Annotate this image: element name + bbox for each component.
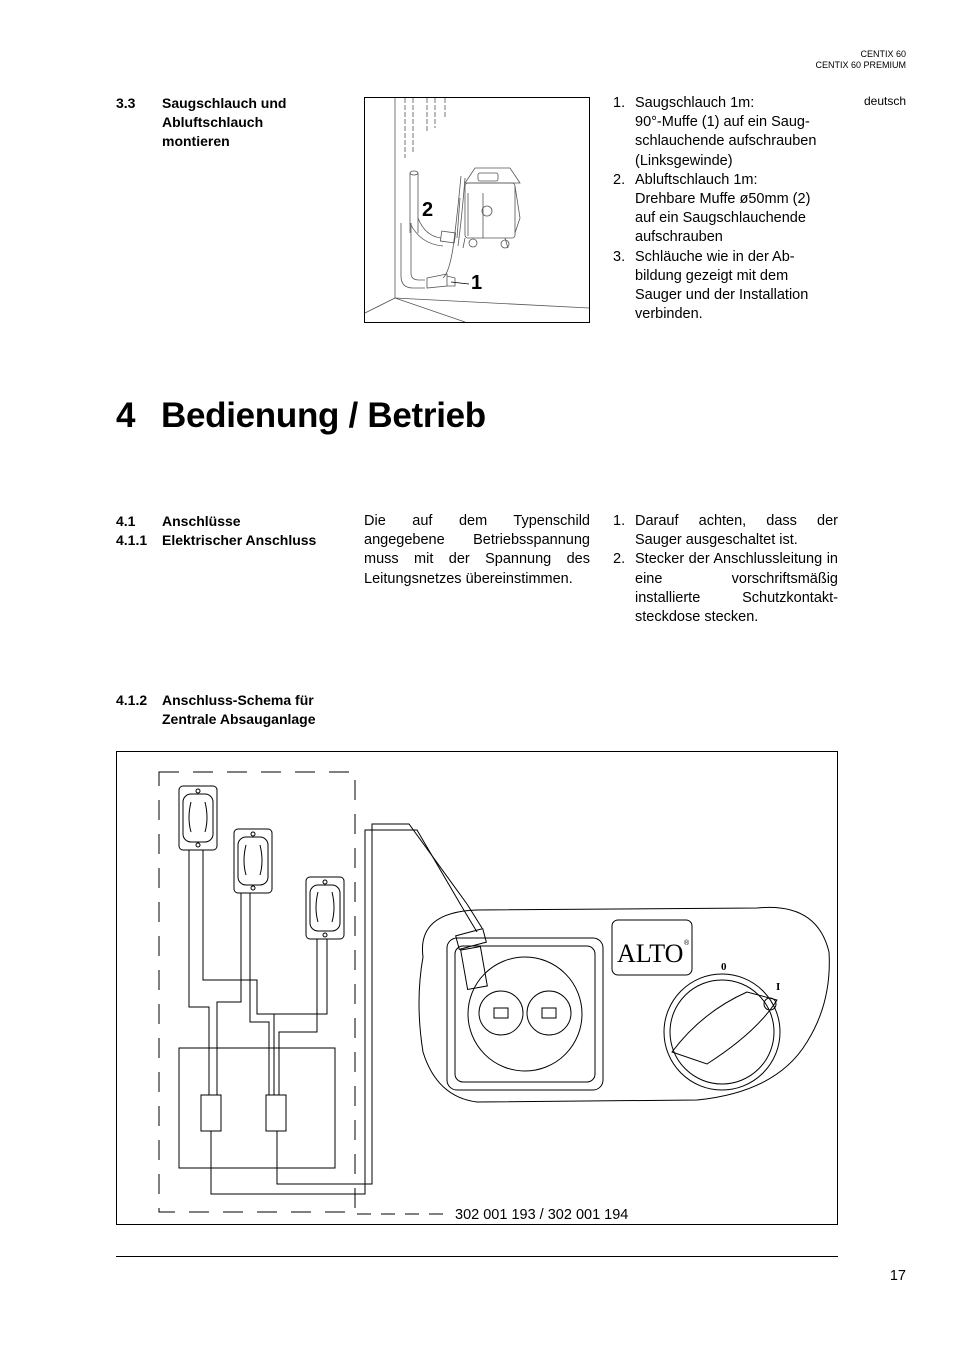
step-number: 3. — [613, 248, 626, 265]
list-item — [613, 171, 843, 248]
step-line: auf ein Saugschlauchende — [635, 210, 806, 227]
section-3-3-steps — [613, 94, 843, 324]
step-line: verbinden. — [635, 306, 703, 323]
wiring-schematic — [117, 752, 837, 1224]
section-4-1-2-title — [162, 691, 316, 729]
section-4-1-description: Die auf dem Typenschild angegebene Betriebsspannung muss mit der Spannung des Leitungsnetzes übereinstimmen. — [364, 513, 590, 587]
section-4-1-1-number: 4.1.1 — [116, 532, 148, 548]
footer-rule — [116, 1256, 838, 1257]
step-text: Stecker der Anschlussleitung in eine vorschriftsmäßig installierte Schutzkontakt-steckdose stecken. — [635, 551, 838, 626]
wall-socket-2 — [234, 829, 272, 893]
hose-installation-figure — [364, 97, 590, 323]
section-3-3-title-line: Saugschlauch und — [162, 95, 287, 111]
section-4-1-number: 4.1 — [116, 513, 136, 529]
list-item — [613, 94, 843, 171]
section-3-3-number: 3.3 — [116, 95, 136, 111]
model-line-2: CENTIX 60 PREMIUM — [815, 60, 906, 70]
section-4-1-2-title-line: Zentrale Absauganlage — [162, 711, 316, 727]
section-3-3-title-line: Abluftschlauch — [162, 114, 264, 130]
switch-on-label: I — [776, 981, 781, 993]
step-line: Abluftschlauch 1m: — [635, 171, 758, 188]
wall-socket-1 — [179, 786, 217, 850]
figure-label-1: 1 — [471, 272, 483, 294]
step-line: 90°-Muffe (1) auf ein Saug- — [635, 114, 810, 131]
registered-mark: ® — [684, 940, 690, 947]
list-item — [613, 248, 843, 325]
list-item — [613, 512, 838, 550]
vacuum-hose-illustration — [365, 98, 589, 322]
section-4-1-steps — [613, 512, 838, 627]
step-number: 1. — [613, 95, 626, 111]
language-label: deutsch — [863, 94, 906, 108]
brand-logo: ALTO — [617, 939, 684, 968]
step-line: Saugschlauch 1m: — [635, 95, 755, 111]
section-3-3-title — [162, 94, 352, 151]
section-4-1-2-number: 4.1.2 — [116, 692, 148, 708]
section-4-1-2-title-line: Anschluss-Schema für — [162, 692, 314, 708]
model-line-1: CENTIX 60 — [860, 49, 906, 59]
page-number: 17 — [889, 1268, 906, 1284]
model-name-header — [760, 49, 906, 71]
figure-label-2: 2 — [422, 199, 434, 221]
connection-diagram — [116, 751, 838, 1225]
switch-off-label: 0 — [721, 961, 727, 973]
step-line: bildung gezeigt mit dem — [635, 267, 789, 284]
section-4-1-1-title: Elektrischer Anschluss — [162, 532, 317, 548]
step-number: 2. — [613, 551, 626, 568]
step-text: Darauf achten, dass der Sauger ausgeschaltet ist. — [635, 513, 838, 549]
part-numbers: 302 001 193 / 302 001 194 — [455, 1207, 629, 1223]
section-3-3-title-line: montieren — [162, 133, 230, 149]
list-item — [613, 550, 838, 627]
step-line: Drehbare Muffe ø50mm (2) — [635, 191, 811, 208]
step-line: Sauger und der Installation — [635, 287, 809, 304]
step-line: schlauchende aufschrauben — [635, 133, 817, 150]
step-number: 1. — [613, 513, 626, 529]
step-line: Schläuche wie in der Ab- — [635, 248, 795, 265]
step-line: aufschrauben — [635, 229, 723, 246]
step-line: (Linksgewinde) — [635, 152, 733, 169]
wall-socket-3 — [306, 877, 344, 939]
section-4-1-title: Anschlüsse — [162, 513, 241, 529]
step-number: 2. — [613, 171, 626, 188]
chapter-4-number: 4 — [116, 396, 136, 435]
chapter-4-title: Bedienung / Betrieb — [161, 396, 486, 435]
